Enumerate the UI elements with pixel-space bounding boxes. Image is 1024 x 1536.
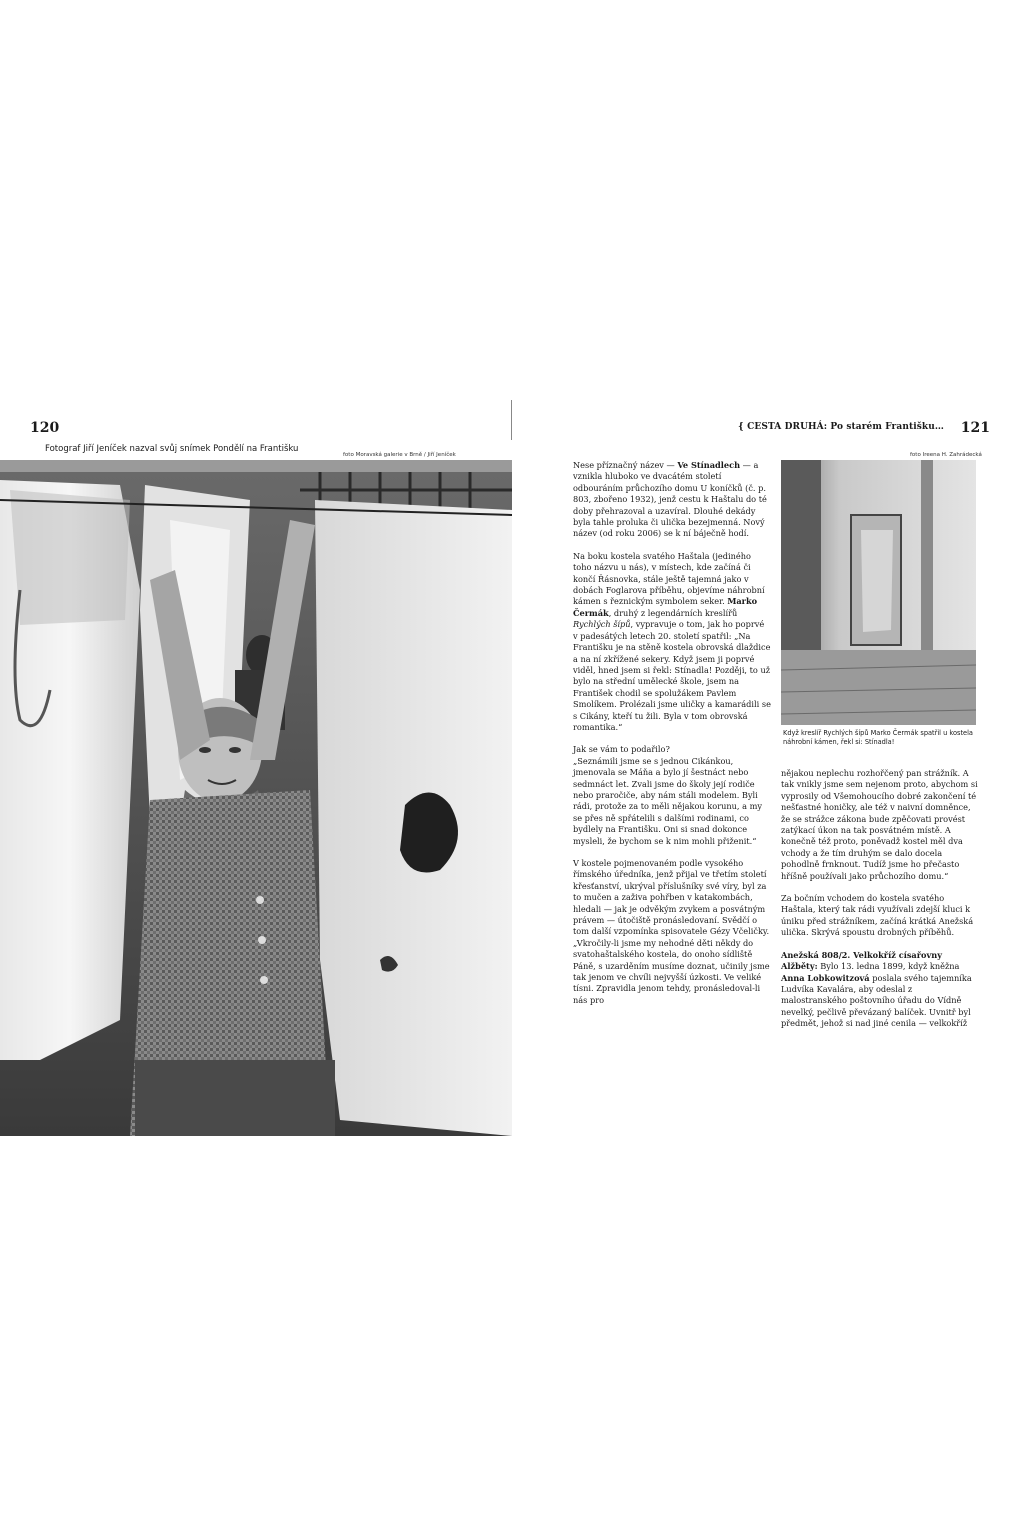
paragraph: Za bočním vchodem do kostela svatého Haštala, který tak rádi využívali zdejší kluci k úniku před strážníkem, začíná krátká Anežská ulička. Skrývá spoustu drobných příběhů. (781, 893, 974, 938)
left-page-number: 120 (30, 420, 60, 436)
paragraph: Anežská 808/2. Velkokříž císařovny Alžběty: Bylo 13. ledna 1899, když kněžna Anna Lobkowitzová poslala svého tajemníka Ludvíka Kavalára, aby odeslal z malostranského poštovního úřadu do Vídně nevelký, pečlivě převázaný balíček. Uvnitř byl předmět, jehož si nad jiné cenila — velkokříž (781, 949, 972, 1029)
paragraph: V kostele pojmenovaném podle vysokého římského úředníka, jenž přijal ve třetím století křesťanství, ukrýval příslušníky své víry, byl za to mučen a zaživa pohřben v katakombách, hledali — jak je odvěkým zvykem a posvátným právem — útočiště pronásledovaní. Svědčí o tom další vzpomínka spisovatele Gézy Včeličky. „Vkročily-li jsme my nehodné děti někdy do svatohaštalského kostela, do onoho sídliště Páně, s uzarděním musíme doznat, učinily jsme tak jenom ve chvíli nejvyšší úzkosti. Ve veliké tísni. Zpravidla jenom tehdy, pronásledoval-li nás pro (573, 858, 770, 1005)
right-photo-caption: Když kreslíř Rychlých šípů Marko Čermák spatřil u kostela náhrobní kámen, řekl si: Stínadla! (783, 729, 973, 746)
photo-title-caption: Fotograf Jiří Jeníček nazval svůj snímek Pondělí na Františku (45, 444, 299, 454)
paragraph: nějakou neplechu rozhořčený pan strážník. A tak vnikly jsme sem nejenom proto, abychom si vyprosily od Všemohoucího dobré zakončení té nešťastné honičky, ale též v naivní domněnce, že se strážce zákona bude zpěčovati provést zatýkací úkon na tak posvátném místě. A konečně též proto, poněvadž kostel měl dva vchody a že tím druhým se dalo docela pohodlně frnknout. Tudíž jsme ho přečasto hříšně používali jako průchozího domu.“ (781, 768, 978, 881)
paragraph: Nese příznačný název — Ve Stínadlech — a vznikla hluboko ve dvacátém století odbouráním průchozího domu U koníčků (č. p. 803, zbořeno 1932), jenž cestu k Haštalu do té doby přehrazoval a uzavíral. Dlouhé dekády byla tahle proluka či ulička bezejmenná. Nový název (od roku 2006) se k ní báječně hodí. (573, 460, 767, 539)
gutter-line (511, 400, 512, 440)
right-page-number: 121 (960, 420, 990, 436)
running-head: { CESTA DRUHÁ: Po starém Františku… (738, 422, 944, 432)
interview-answer: „Seznámili jsme se s jednou Cikánkou, jmenovala se Máňa a bylo jí šestnáct nebo sedmnáct let. Zvali jsme do školy její rodiče nebo praročiče, aby nám stáli modelem. Byli rádi, protože za to měli nějakou korunu, a my se přes ně spřátelili s dalšími rodinami, co bydlely na Františku. Oni si snad dokonce mysleli, že bychom se k nim mohli přiženit.“ (573, 755, 763, 846)
text-column-1 (573, 460, 771, 1017)
interview-question: Jak se vám to podařilo? (573, 744, 670, 755)
photo-credit-left: foto Moravská galerie v Brně / Jiří Jeníček (343, 452, 456, 458)
photo-credit-right: foto Ireena H. Zahrádecká (910, 452, 982, 458)
text-column-2 (781, 768, 979, 1041)
church-wall-photo (781, 460, 976, 725)
laundry-photo (0, 460, 512, 1136)
paragraph: Na boku kostela svatého Haštala (jediného toho názvu u nás), v místech, kde začíná či končí Řásnovka, stále ještě tajemná jako v dobách Foglarova příběhu, objevíme náhrobní kámen s řeznickým symbolem seker. Marko Čermák, druhý z legendárních kreslířů Rychlých šípů, vypravuje o tom, jak ho poprvé v padesátých letech 20. století spatřil: „Na Františku je na stěně kostela obrovská dlaždice a na ní zkřížené sekery. Když jsem ji poprvé viděl, hned jsem si řekl: Stínadla! Později, to už bylo na střední umělecké škole, jsem na František chodil se spolužákem Pavlem Smolíkem. Prolézali jsme uličky a kamarádili se s Cikány, kteří tu žili. Byla v tom obrovská romantika.“ (573, 550, 771, 732)
